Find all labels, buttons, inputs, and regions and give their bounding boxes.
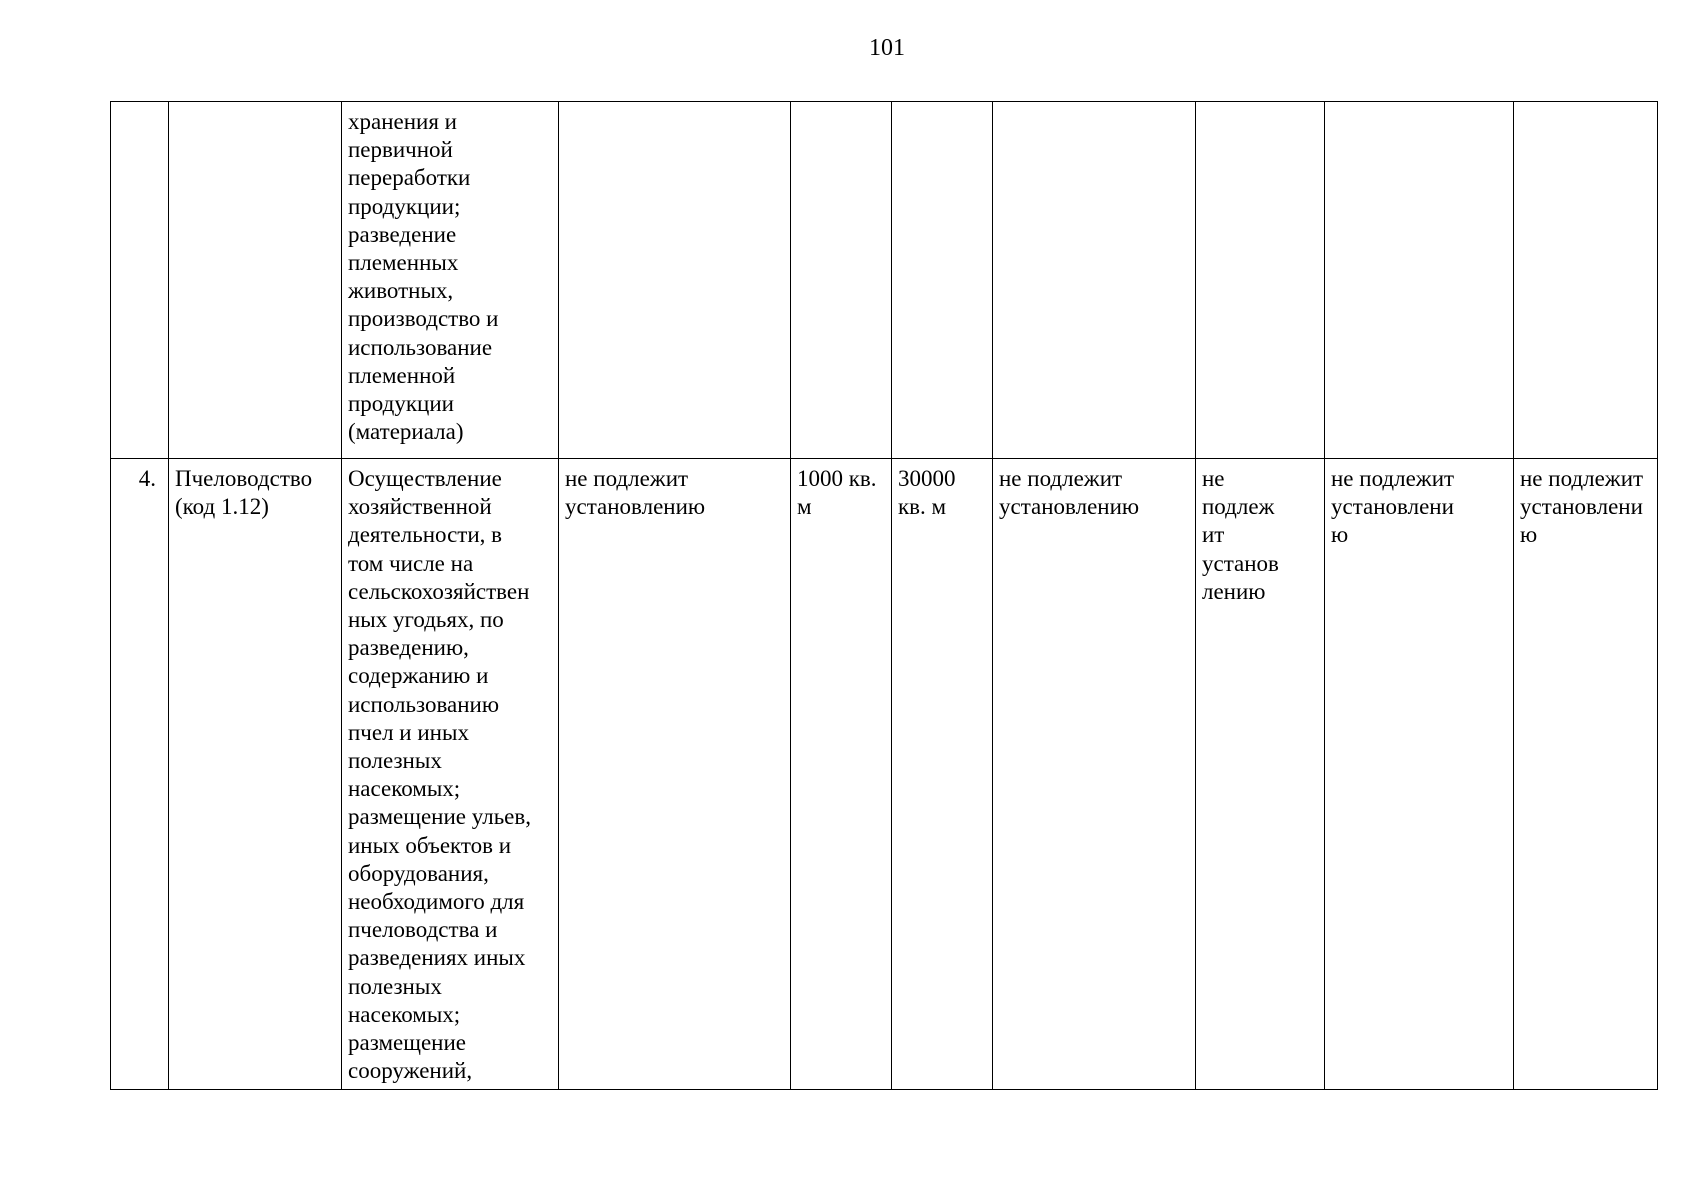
cell-column-4 [559, 102, 791, 459]
cell-min-area [791, 102, 892, 459]
cell-use-type: Пчеловодство (код 1.12) [169, 459, 342, 1090]
cell-column-10: не подлежит установлени ю [1514, 459, 1658, 1090]
cell-column-7 [993, 102, 1196, 459]
cell-use-type [169, 102, 342, 459]
table-row [111, 102, 1658, 459]
cell-number: 4. [111, 459, 169, 1090]
cell-max-area [892, 102, 993, 459]
cell-column-10 [1514, 102, 1658, 459]
cell-max-area: 30000 кв. м [892, 459, 993, 1090]
cell-column-7: не подлежит установлению [993, 459, 1196, 1090]
cell-description: хранения и первичной переработки продукции; разведение племенных животных, производство и использование племенной продукции (материала) [342, 102, 559, 459]
cell-number [111, 102, 169, 459]
cell-column-9: не подлежит установлени ю [1325, 459, 1514, 1090]
page-number: 101 [869, 35, 905, 61]
table-row [111, 459, 1658, 1090]
cell-min-area: 1000 кв. м [791, 459, 892, 1090]
cell-description: Осуществление хозяйственной деятельности, в том числе на сельскохозяйствен ных угодьях, по разведению, содержанию и использованию пчел и иных полезных насекомых; размещение ульев, иных объектов и оборудования, необходимого для пчеловодства и разведениях иных полезных насекомых; размещение сооружений, [342, 459, 559, 1090]
cell-column-8: не подлеж ит установ лению [1196, 459, 1325, 1090]
cell-column-9 [1325, 102, 1514, 459]
cell-column-8 [1196, 102, 1325, 459]
land-use-table [110, 101, 1658, 1090]
cell-column-4: не подлежит установлению [559, 459, 791, 1090]
